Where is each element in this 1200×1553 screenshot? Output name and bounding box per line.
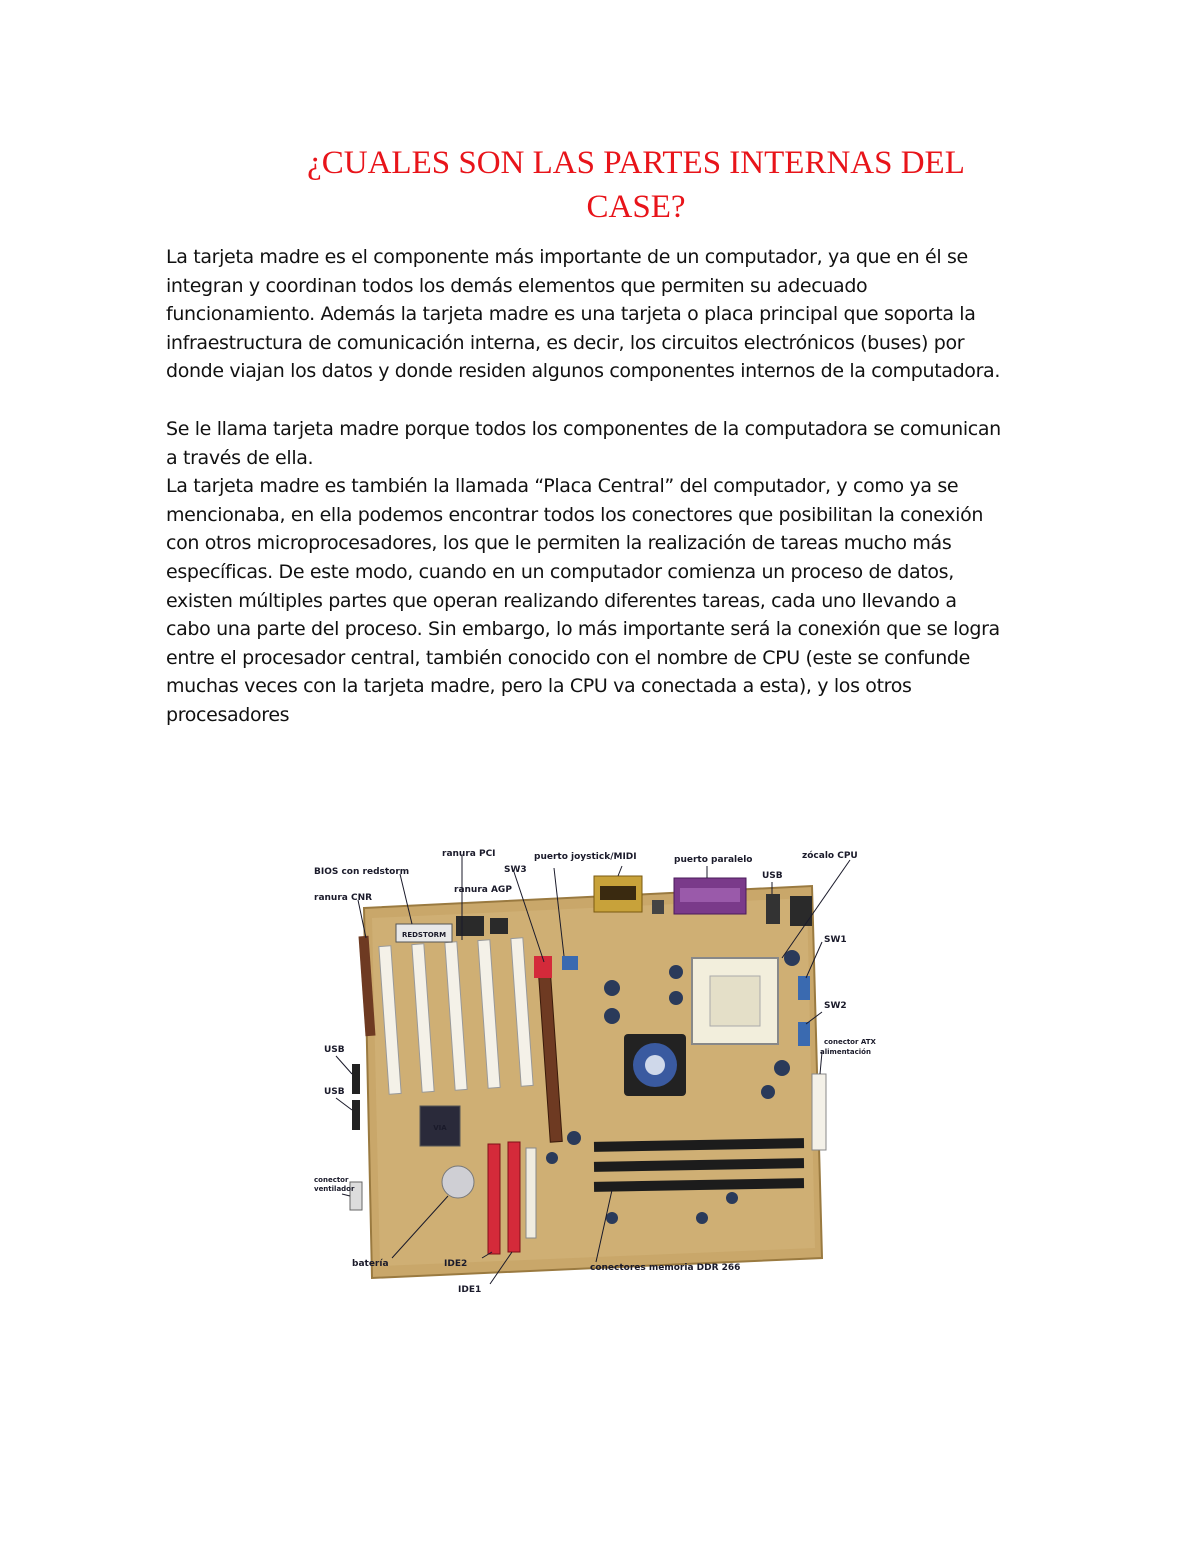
- atx-power-connector: [812, 1074, 826, 1150]
- paragraph-2: [166, 415, 1046, 730]
- sw3-switch: [562, 956, 578, 970]
- text-line: cabo una parte del proceso. Sin embargo, lo más importante será la conexión que se logra: [166, 618, 1000, 641]
- fan-hub: [645, 1055, 665, 1075]
- cpu-socket-center: [710, 976, 760, 1026]
- board-highlight: [372, 898, 815, 1266]
- paragraph-1: [166, 243, 1046, 386]
- text-line: Se le llama tarjeta madre porque todos los componentes de la computadora se comunican: [166, 418, 1001, 440]
- ide2-connector: [488, 1144, 500, 1254]
- usb-header-2: [352, 1100, 360, 1130]
- small-port: [652, 900, 664, 914]
- label-bios: BIOS con redstorm: [314, 867, 410, 877]
- text-line: con otros microprocesadores, los que le permiten la realización de tareas mucho más: [166, 532, 952, 555]
- title-line-2: CASE?: [586, 189, 686, 225]
- label-sw1: SW1: [824, 935, 847, 945]
- label-ide1: IDE1: [458, 1285, 482, 1295]
- label-bateria: batería: [352, 1259, 389, 1269]
- text-line: existen múltiples partes que operan realizando diferentes tareas, cada uno llevando a: [166, 589, 957, 612]
- chip: [490, 918, 508, 934]
- motherboard-diagram: [312, 838, 880, 1300]
- label-ranura-cnr: ranura CNR: [314, 893, 373, 903]
- joystick-port-inner: [600, 886, 636, 900]
- label-paralelo: puerto paralelo: [674, 855, 753, 865]
- text-line: La tarjeta madre es también la llamada “Placa Central” del computador, y como ya se: [166, 475, 959, 498]
- sw1-switch: [798, 976, 810, 1000]
- title-line-1: ¿CUALES SON LAS PARTES INTERNAS DEL: [307, 145, 965, 181]
- label-ddr: conectores memoria DDR 266: [590, 1263, 741, 1273]
- audio-jack: [790, 896, 812, 926]
- ddr-memory-slots: [594, 1138, 804, 1192]
- label-ranura-pci: ranura PCI: [442, 849, 496, 859]
- label-zocalo-cpu: zócalo CPU: [802, 851, 858, 861]
- text-line: funcionamiento. Además la tarjeta madre es una tarjeta o placa principal que soporta la: [166, 303, 976, 326]
- sw2-switch: [798, 1022, 810, 1046]
- label-sw2: SW2: [824, 1001, 847, 1011]
- floppy-connector: [526, 1148, 536, 1238]
- text-line: La tarjeta madre es el componente más importante de un computador, ya que en él se: [166, 246, 968, 268]
- text-line: entre el procesador central, también conocido con el nombre de CPU (este se confunde: [166, 646, 970, 669]
- label-ide2: IDE2: [444, 1259, 468, 1269]
- label-usb-top: USB: [762, 871, 783, 881]
- usb-header-1: [352, 1064, 360, 1094]
- bios-chip-label: REDSTORM: [401, 931, 447, 939]
- text-line: integran y coordinan todos los demás elementos que permiten su adecuado: [166, 274, 868, 297]
- ide1-connector: [508, 1142, 520, 1252]
- via-chip-label: VIA: [433, 1124, 447, 1132]
- label-joystick: puerto joystick/MIDI: [534, 852, 637, 862]
- usb-port-top: [766, 894, 780, 924]
- text-line: específicas. De este modo, cuando en un computador comienza un proceso de datos,: [166, 560, 954, 583]
- text-line: donde viajan los datos y donde residen algunos componentes internos de la computadora.: [166, 360, 1001, 383]
- label-atx-2: alimentación: [820, 1048, 871, 1056]
- parallel-port-inner: [680, 888, 740, 902]
- text-line: muchas veces con la tarjeta madre, pero la CPU va conectada a esta), y los otros: [166, 675, 912, 698]
- label-sw3: SW3: [504, 865, 527, 875]
- label-vent-2: ventilador: [314, 1185, 355, 1193]
- text-line: infraestructura de comunicación interna, es decir, los circuitos electrónicos (buses) por: [166, 331, 965, 354]
- label-ranura-agp: ranura AGP: [454, 885, 512, 895]
- label-usb-left-1: USB: [324, 1045, 345, 1055]
- label-atx-1: conector ATX: [824, 1038, 876, 1046]
- motherboard-figure: [312, 838, 880, 1300]
- cmos-battery: [442, 1166, 474, 1198]
- label-usb-left-2: USB: [324, 1087, 345, 1097]
- chip: [456, 916, 484, 936]
- text-line: procesadores: [166, 703, 290, 726]
- text-line: mencionaba, en ella podemos encontrar todos los conectores que posibilitan la conexión: [166, 503, 984, 526]
- label-vent-1: conector: [314, 1176, 349, 1184]
- text-line: a través de ella.: [166, 446, 314, 469]
